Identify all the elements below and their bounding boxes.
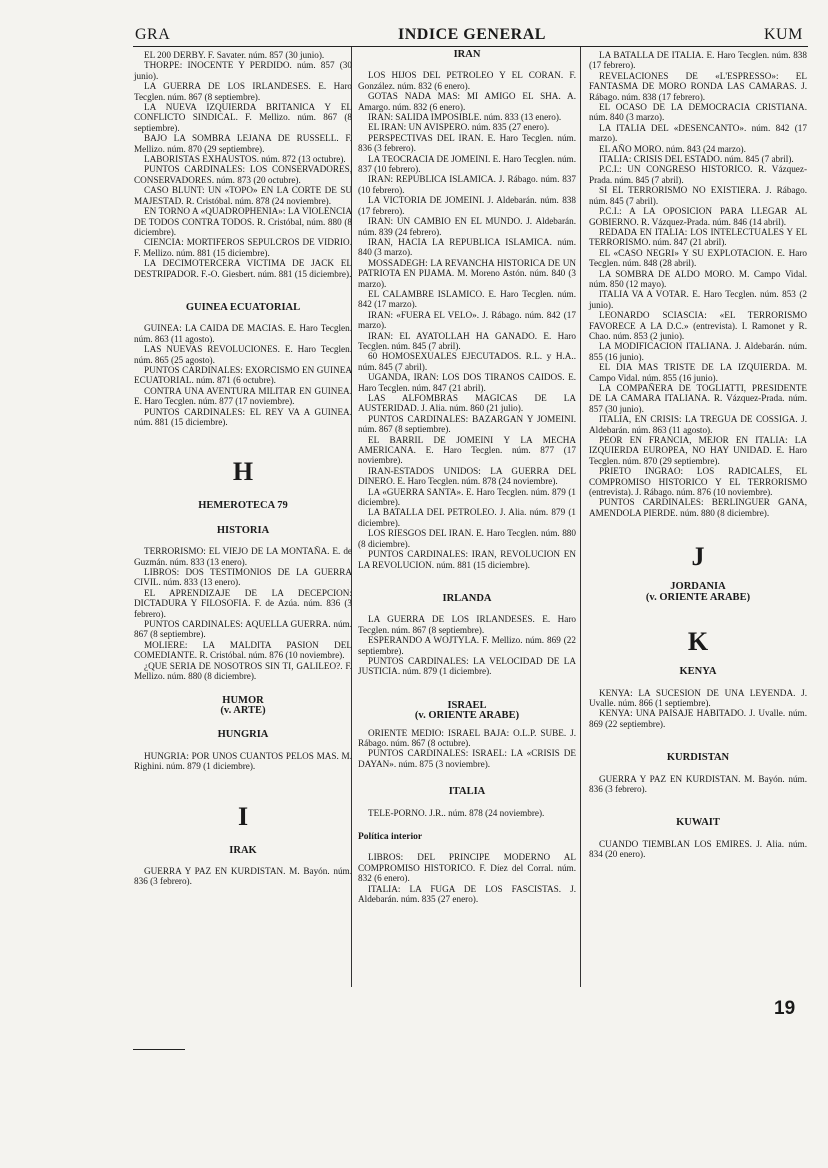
index-entry: PUNTOS CARDINALES: AQUELLA GUERRA. núm. 867 (8 septiembre). [134, 619, 352, 640]
section-subtitle-israel: (v. ORIENTE ARABE) [414, 710, 520, 722]
index-entry: LA «GUERRA SANTA». E. Haro Tecglen. núm. 879 (1 diciembre). [358, 486, 576, 508]
letter-heading-j: J [691, 542, 705, 572]
index-entry: ITALIA: LA FUGA DE LOS FASCISTAS. J. Aldebarán. núm. 835 (27 enero). [358, 883, 576, 905]
index-entry: ESPERANDO A WOJTYLA. F. Mellizo. núm. 869 (22 septiembre). [358, 635, 576, 656]
index-entry: IRAN: REPUBLICA ISLAMICA. J. Rábago. núm. 837 (10 febrero). [358, 174, 576, 195]
letter-heading-i: I [237, 801, 249, 831]
page-number: 19 [774, 998, 796, 1019]
index-entry: GUERRA Y PAZ EN KURDISTAN. M. Bayón. núm. 836 (3 febrero). [134, 865, 352, 887]
index-entry: PUNTOS CARDINALES: ISRAEL: LA «CRISIS DE DAYAN». núm. 875 (3 noviembre). [358, 748, 576, 769]
index-entry: LAS NUEVAS REVOLUCIONES. E. Haro Tecglen. núm. 865 (25 agosto). [134, 344, 352, 365]
entry-list [134, 866, 352, 887]
index-entry: 60 HOMOSEXUALES EJECUTADOS. R.L. y H.A.. núm. 845 (7 abril). [358, 351, 576, 372]
column-3 [589, 50, 807, 860]
index-entry: LA SOMBRA DE ALDO MORO. M. Campo Vidal. núm. 850 (12 mayo). [589, 268, 807, 289]
entry-list [134, 546, 352, 681]
section-title-irlanda: IRLANDA [442, 592, 492, 604]
index-entry: LOS HIJOS DEL PETROLEO Y EL CORAN. F. González. núm. 832 (6 enero). [358, 70, 576, 91]
index-entry: LA MODIFICACION ITALIANA. J. Aldebarán. núm. 855 (16 junio). [589, 341, 807, 362]
index-entry: HUNGRIA: POR UNOS CUANTOS PELOS MAS. M. Righini. núm. 879 (1 diciembre). [134, 750, 352, 772]
entry-list [589, 688, 807, 730]
index-entry: EL «CASO NEGRI» Y SU EXPLOTACION. E. Haro Tecglen. núm. 848 (28 abril). [589, 247, 807, 269]
section-subtitle-humor: (v. ARTE) [220, 704, 266, 716]
index-entry: CIENCIA: MORTIFEROS SEPULCROS DE VIDRIO. F. Mellizo. núm. 881 (15 diciembre). [134, 237, 352, 258]
column-divider-right [580, 47, 581, 987]
index-entry: LA DECIMOTERCERA VICTIMA DE JACK EL DESTRIPADOR. F.-O. Giesbert. núm. 881 (15 diciembre). [134, 258, 352, 279]
letter-heading-h: H [232, 457, 254, 487]
section-title-kurdistan: KURDISTAN [666, 752, 730, 764]
index-entry: EL IRAN: UN AVISPERO. núm. 835 (27 enero). [368, 122, 550, 133]
index-entry: REVELACIONES DE «L'ESPRESSO»: EL FANTASMA DE MORO RONDA LAS CAMARAS. J. Rábago. núm. 838 (17 febrero). [589, 70, 807, 102]
index-entry: ITALIA: CRISIS DEL ESTADO. núm. 845 (7 abril). [599, 154, 794, 165]
index-entry: LIBROS: DOS TESTIMONIOS DE LA GUERRA CIVIL. núm. 833 (13 enero). [134, 567, 352, 588]
index-entry: IRAN: SALIDA IMPOSIBLE. núm. 833 (13 enero). [368, 112, 562, 123]
index-entry: P.C.I.: A LA OPOSICION PARA LLEGAR AL GOBIERNO. R. Vázquez-Prada. núm. 846 (14 abril). [589, 206, 807, 227]
entry-list [358, 70, 576, 570]
index-entry: GOTAS NADA MAS: MI AMIGO EL SHA. A. Amargo. núm. 832 (6 enero). [358, 91, 576, 112]
section-title-historia: HISTORIA [216, 524, 270, 536]
index-entry: EL APRENDIZAJE DE LA DECEPCION: DICTADURA Y FILOSOFIA. F. de Azúa. núm. 836 (3 febrero). [134, 587, 352, 619]
index-entry: PUNTOS CARDINALES: BERLINGUER GANA, AMENDOLA PIERDE. núm. 880 (8 diciembre). [589, 497, 807, 518]
index-entry: KENYA: UNA PAISAJE HABITADO. J. Uvalle. núm. 869 (22 septiembre). [589, 708, 807, 729]
index-entry: THORPE: INOCENTE Y PERDIDO. núm. 857 (30 junio). [134, 60, 352, 81]
section-title-kenya: KENYA [679, 666, 717, 678]
section-title-irak: IRAK [229, 844, 257, 856]
subsection-title-politica: Política interior [358, 832, 423, 842]
index-entry: UGANDA, IRAN: LOS DOS TIRANOS CAIDOS. E. Haro Tecglen. núm. 847 (21 abril). [358, 372, 576, 393]
header-first-term: GRA [135, 26, 171, 43]
index-entry: PUNTOS CARDINALES: LA VELOCIDAD DE LA JUSTICIA. núm. 879 (1 diciembre). [358, 655, 576, 677]
index-entry: EL BARRIL DE JOMEINI Y LA MECHA AMERICANA. E. Haro Tecglen. núm. 877 (17 noviembre). [358, 434, 576, 466]
index-entry: EL OCASO DE LA DEMOCRACIA CRISTIANA. núm. 840 (3 marzo). [589, 102, 807, 123]
index-entry: GUINEA: LA CAIDA DE MACIAS. E. Haro Tecglen. núm. 863 (11 agosto). [134, 323, 352, 344]
index-entry: P.C.I.: UN CONGRESO HISTORICO. R. Vázquez-Prada. núm. 845 (7 abril). [589, 164, 807, 185]
index-entry: LA ITALIA DEL «DESENCANTO». núm. 842 (17 marzo). [589, 122, 807, 144]
index-entry: EL 200 DERBY. F. Savater. núm. 857 (30 junio). [144, 50, 325, 60]
section-title-kuwait: KUWAIT [676, 817, 720, 829]
index-entry: KENYA: LA SUCESION DE UNA LEYENDA. J. Uvalle. núm. 866 (1 septiembre). [589, 687, 807, 708]
index-entry: CASO BLUNT: UN «TOPO» EN LA CORTE DE SU MAJESTAD. R. Cristóbal. núm. 878 (24 noviembre). [134, 185, 352, 206]
index-entry: LA GUERRA DE LOS IRLANDESES. E. Haro Tecglen. núm. 867 (8 septiembre). [134, 81, 352, 102]
letter-heading-k: K [687, 627, 709, 657]
column-1 [134, 50, 352, 887]
index-entry: EL CALAMBRE ISLAMICO. E. Haro Tecglen. núm. 842 (17 marzo). [358, 288, 576, 310]
section-title-hungria: HUNGRIA [217, 729, 269, 741]
section-title-jordania: JORDANIA [670, 581, 726, 593]
entry-list [358, 728, 576, 770]
index-entry: PUNTOS CARDINALES: IRAN, REVOLUCION EN LA REVOLUCION. núm. 881 (15 diciembre). [358, 549, 576, 570]
entry-list [589, 839, 807, 860]
index-entry: LA BATALLA DEL PETROLEO. J. Alia. núm. 879 (1 diciembre). [358, 507, 576, 528]
index-entry: MOSSADEGH: LA REVANCHA HISTORICA DE UN PATRIOTA EN PIJAMA. M. Moreno Astón. núm. 840 (3 marzo). [358, 257, 576, 289]
index-entry: EN TORNO A «QUADROPHENIA»: LA VIOLENCIA DE TODOS CONTRA TODOS. R. Cristóbal, núm. 880 (8 diciembre). [134, 206, 352, 237]
index-entry: SI EL TERRORISMO NO EXISTIERA. J. Rábago. núm. 845 (7 abril). [589, 185, 807, 206]
header-last-term: KUM [764, 26, 803, 43]
index-entry: LABORISTAS EXHAUSTOS. núm. 872 (13 octubre). [144, 154, 346, 165]
index-entry: CUANDO TIEMBLAN LOS EMIRES. J. Alia. núm. 834 (20 enero). [589, 838, 807, 860]
section-title-israel: ISRAEL [447, 699, 487, 711]
column-2 [358, 50, 576, 904]
index-entry: REDADA EN ITALIA: LOS INTELECTUALES Y EL TERRORISMO. núm. 847 (21 abril). [589, 226, 807, 248]
index-entry: LA VICTORIA DE JOMEINI. J. Aldebarán. núm. 838 (17 febrero). [358, 195, 576, 216]
index-entry: LEONARDO SCIASCIA: «EL TERRORISMO FAVORECE A LA D.C.» (entrevista). I. Ramonet y R. Chao. núm. 853 (2 junio). [589, 310, 807, 341]
footnote-rule [133, 1049, 185, 1050]
entry-list [134, 323, 352, 427]
index-entry: EL AÑO MORO. núm. 843 (24 marzo). [599, 143, 746, 154]
index-entry: PEOR EN FRANCIA, MEJOR EN ITALIA: LA IZQUIERDA EUROPEA, NO HAY UNIDAD. E. Haro Tecglen. núm. 870 (29 septiembre). [589, 435, 807, 466]
index-entry: MOLIERE: LA MALDITA PASION DEL COMEDIANTE. R. Cristóbal. núm. 876 (10 noviembre). [134, 639, 352, 661]
entry-list [134, 50, 352, 279]
index-entry: GUERRA Y PAZ EN KURDISTAN. M. Bayón. núm. 836 (3 febrero). [589, 773, 807, 794]
index-entry: ITALIA, EN CRISIS: LA TREGUA DE COSSIGA. J. Aldebarán. núm. 863 (11 agosto). [589, 414, 807, 435]
index-entry: TELE-PORNO. J.R.. núm. 878 (24 noviembre). [368, 807, 545, 818]
index-entry: LOS RIESGOS DEL IRAN. E. Haro Tecglen. núm. 880 (8 diciembre). [358, 528, 576, 549]
header-title: INDICE GENERAL [398, 26, 546, 43]
index-entry: TERRORISMO: EL VIEJO DE LA MONTAÑA. E. de Guzmán. núm. 833 (13 enero). [134, 546, 352, 567]
index-entry: ORIENTE MEDIO: ISRAEL BAJA: O.L.P. SUBE. J. Rábago. núm. 867 (8 octubre). [358, 727, 576, 748]
index-entry: LA GUERRA DE LOS IRLANDESES. E. Haro Tecglen. núm. 867 (8 septiembre). [358, 614, 576, 635]
index-entry: PUNTOS CARDINALES: LOS CONSERVADORES, CONSERVADORES. núm. 873 (20 octubre). [134, 164, 352, 185]
entry-list [358, 614, 576, 676]
section-title-italia: ITALIA [448, 786, 486, 798]
section-title-hemeroteca: HEMEROTECA 79 [198, 500, 288, 512]
index-entry: CONTRA UNA AVENTURA MILITAR EN GUINEA. E. Haro Tecglen. núm. 877 (17 noviembre). [134, 385, 352, 407]
entry-list [134, 751, 352, 772]
index-entry: IRAN: EL AYATOLLAH HA GANADO. E. Haro Tecglen. núm. 845 (7 abril). [358, 330, 576, 351]
section-title-iran: IRAN [453, 49, 481, 60]
index-entry: LA NUEVA IZQUIERDA BRITANICA Y EL CONFLICTO SINDICAL. F. Mellizo. núm. 867 (8 septiembre). [134, 102, 352, 133]
index-entry: LA TEOCRACIA DE JOMEINI. E. Haro Tecglen. núm. 837 (10 febrero). [358, 153, 576, 175]
index-entry: LA BATALLA DE ITALIA. E. Haro Tecglen. núm. 838 (17 febrero). [589, 50, 807, 71]
index-entry: LIBROS: DEL PRINCIPE MODERNO AL COMPROMISO HISTORICO. F. Díez del Corral. núm. 832 (6 enero). [358, 852, 576, 884]
index-entry: LAS ALFOMBRAS MAGICAS DE LA AUSTERIDAD. J. Alia. núm. 860 (21 julio). [358, 393, 576, 414]
entry-list [358, 852, 576, 904]
section-title-guinea: GUINEA ECUATORIAL [185, 301, 301, 313]
index-entry: PUNTOS CARDINALES: EXORCISMO EN GUINEA ECUATORIAL. núm. 871 (6 octubre). [134, 364, 352, 386]
entry-list [589, 50, 807, 518]
index-entry: IRAN, HACIA LA REPUBLICA ISLAMICA. núm. 840 (3 marzo). [358, 236, 576, 258]
index-entry: PERSPECTIVAS DEL IRAN. E. Haro Tecglen. núm. 836 (3 febrero). [358, 132, 576, 154]
index-entry: PUNTOS CARDINALES: BAZARGAN Y JOMEINI. núm. 867 (8 septiembre). [358, 413, 576, 435]
index-entry: PRIETO INGRAO: LOS RADICALES, EL COMPROMISO HISTORICO Y EL TERRORISMO (entrevista). J. Rábago. núm. 876 (10 noviembre). [589, 466, 807, 498]
index-entry: ¿QUE SERIA DE NOSOTROS SIN TI, GALILEO?. F. Mellizo. núm. 880 (8 diciembre). [134, 660, 352, 682]
header-rule [133, 46, 808, 47]
entry-list [358, 808, 576, 818]
index-entry: BAJO LA SOMBRA LEJANA DE RUSSELL. F. Mellizo. núm. 870 (29 septiembre). [134, 133, 352, 154]
index-entry: IRAN-ESTADOS UNIDOS: LA GUERRA DEL DINERO. E. Haro Tecglen. núm. 878 (24 noviembre). [358, 465, 576, 487]
index-entry: IRAN: «FUERA EL VELO». J. Rábago. núm. 842 (17 marzo). [358, 309, 576, 331]
section-title-humor: HUMOR [222, 694, 264, 706]
index-entry: ITALIA VA A VOTAR. E. Haro Tecglen. núm. 853 (2 junio). [589, 289, 807, 310]
entry-list [589, 774, 807, 795]
section-subtitle-jordania: (v. ORIENTE ARABE) [645, 591, 751, 603]
index-entry: PUNTOS CARDINALES: EL REY VA A GUINEA. núm. 881 (15 diciembre). [134, 406, 352, 427]
index-entry: LA COMPAÑERA DE TOGLIATTI, PRESIDENTE DE LA CAMARA ITALIANA. R. Vázquez-Prada. núm. 857 (30 junio). [589, 383, 807, 414]
index-entry: EL DIA MAS TRISTE DE LA IZQUIERDA. M. Campo Vidal. núm. 855 (16 junio). [589, 362, 807, 383]
index-entry: IRAN: UN CAMBIO EN EL MUNDO. J. Aldebarán. núm. 839 (24 febrero). [358, 216, 576, 237]
